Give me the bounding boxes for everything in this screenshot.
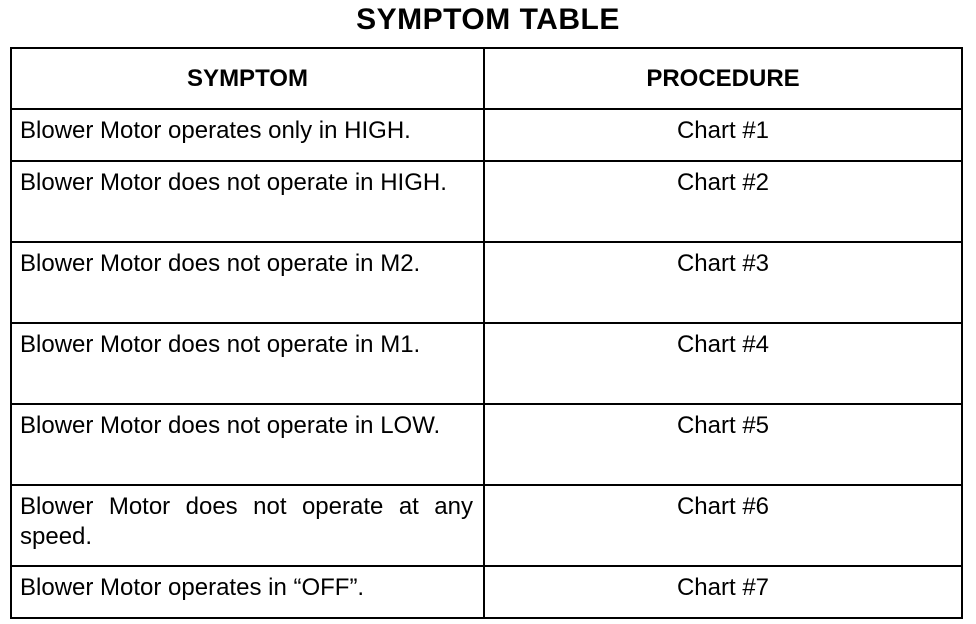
- table-row: [11, 242, 962, 323]
- table-header-row: [11, 48, 962, 109]
- page-title: SYMPTOM TABLE: [356, 3, 620, 36]
- procedure-text: Chart #7: [676, 574, 770, 601]
- symptom-cell: [11, 109, 484, 161]
- table-row: [11, 566, 962, 618]
- symptom-text: Blower Motor operates in “OFF”.: [20, 574, 365, 601]
- procedure-cell: [484, 566, 962, 618]
- column-header-procedure: PROCEDURE: [484, 48, 962, 109]
- procedure-text: Chart #4: [676, 331, 770, 358]
- procedure-text: Chart #2: [676, 169, 770, 196]
- procedure-cell: [484, 485, 962, 566]
- table-row: [11, 323, 962, 404]
- symptom-cell: [11, 404, 484, 485]
- table-row: [11, 109, 962, 161]
- column-header-symptom: SYMPTOM: [11, 48, 484, 109]
- symptom-cell: [11, 566, 484, 618]
- procedure-text: Chart #5: [676, 412, 770, 439]
- procedure-cell: [484, 161, 962, 242]
- table-row: [11, 404, 962, 485]
- symptom-text: Blower Motor does not operate in LOW.: [20, 412, 441, 439]
- table-row: [11, 161, 962, 242]
- table-row: [11, 485, 962, 566]
- symptom-cell: [11, 485, 484, 566]
- symptom-cell: [11, 161, 484, 242]
- symptom-text: Blower Motor does not operate in M2.: [20, 250, 421, 277]
- symptom-cell: [11, 242, 484, 323]
- symptom-cell: [11, 323, 484, 404]
- symptom-text: Blower Motor does not operate in M1.: [20, 331, 421, 358]
- symptom-text: Blower Motor does not operate at any speed.: [20, 493, 473, 550]
- procedure-cell: [484, 242, 962, 323]
- procedure-text: Chart #6: [676, 493, 770, 520]
- procedure-cell: [484, 404, 962, 485]
- symptom-text: Blower Motor operates only in HIGH.: [20, 117, 411, 144]
- procedure-text: Chart #1: [676, 117, 770, 144]
- symptom-table: [10, 47, 963, 619]
- procedure-cell: [484, 109, 962, 161]
- procedure-text: Chart #3: [676, 250, 770, 277]
- symptom-text: Blower Motor does not operate in HIGH.: [20, 169, 447, 196]
- procedure-cell: [484, 323, 962, 404]
